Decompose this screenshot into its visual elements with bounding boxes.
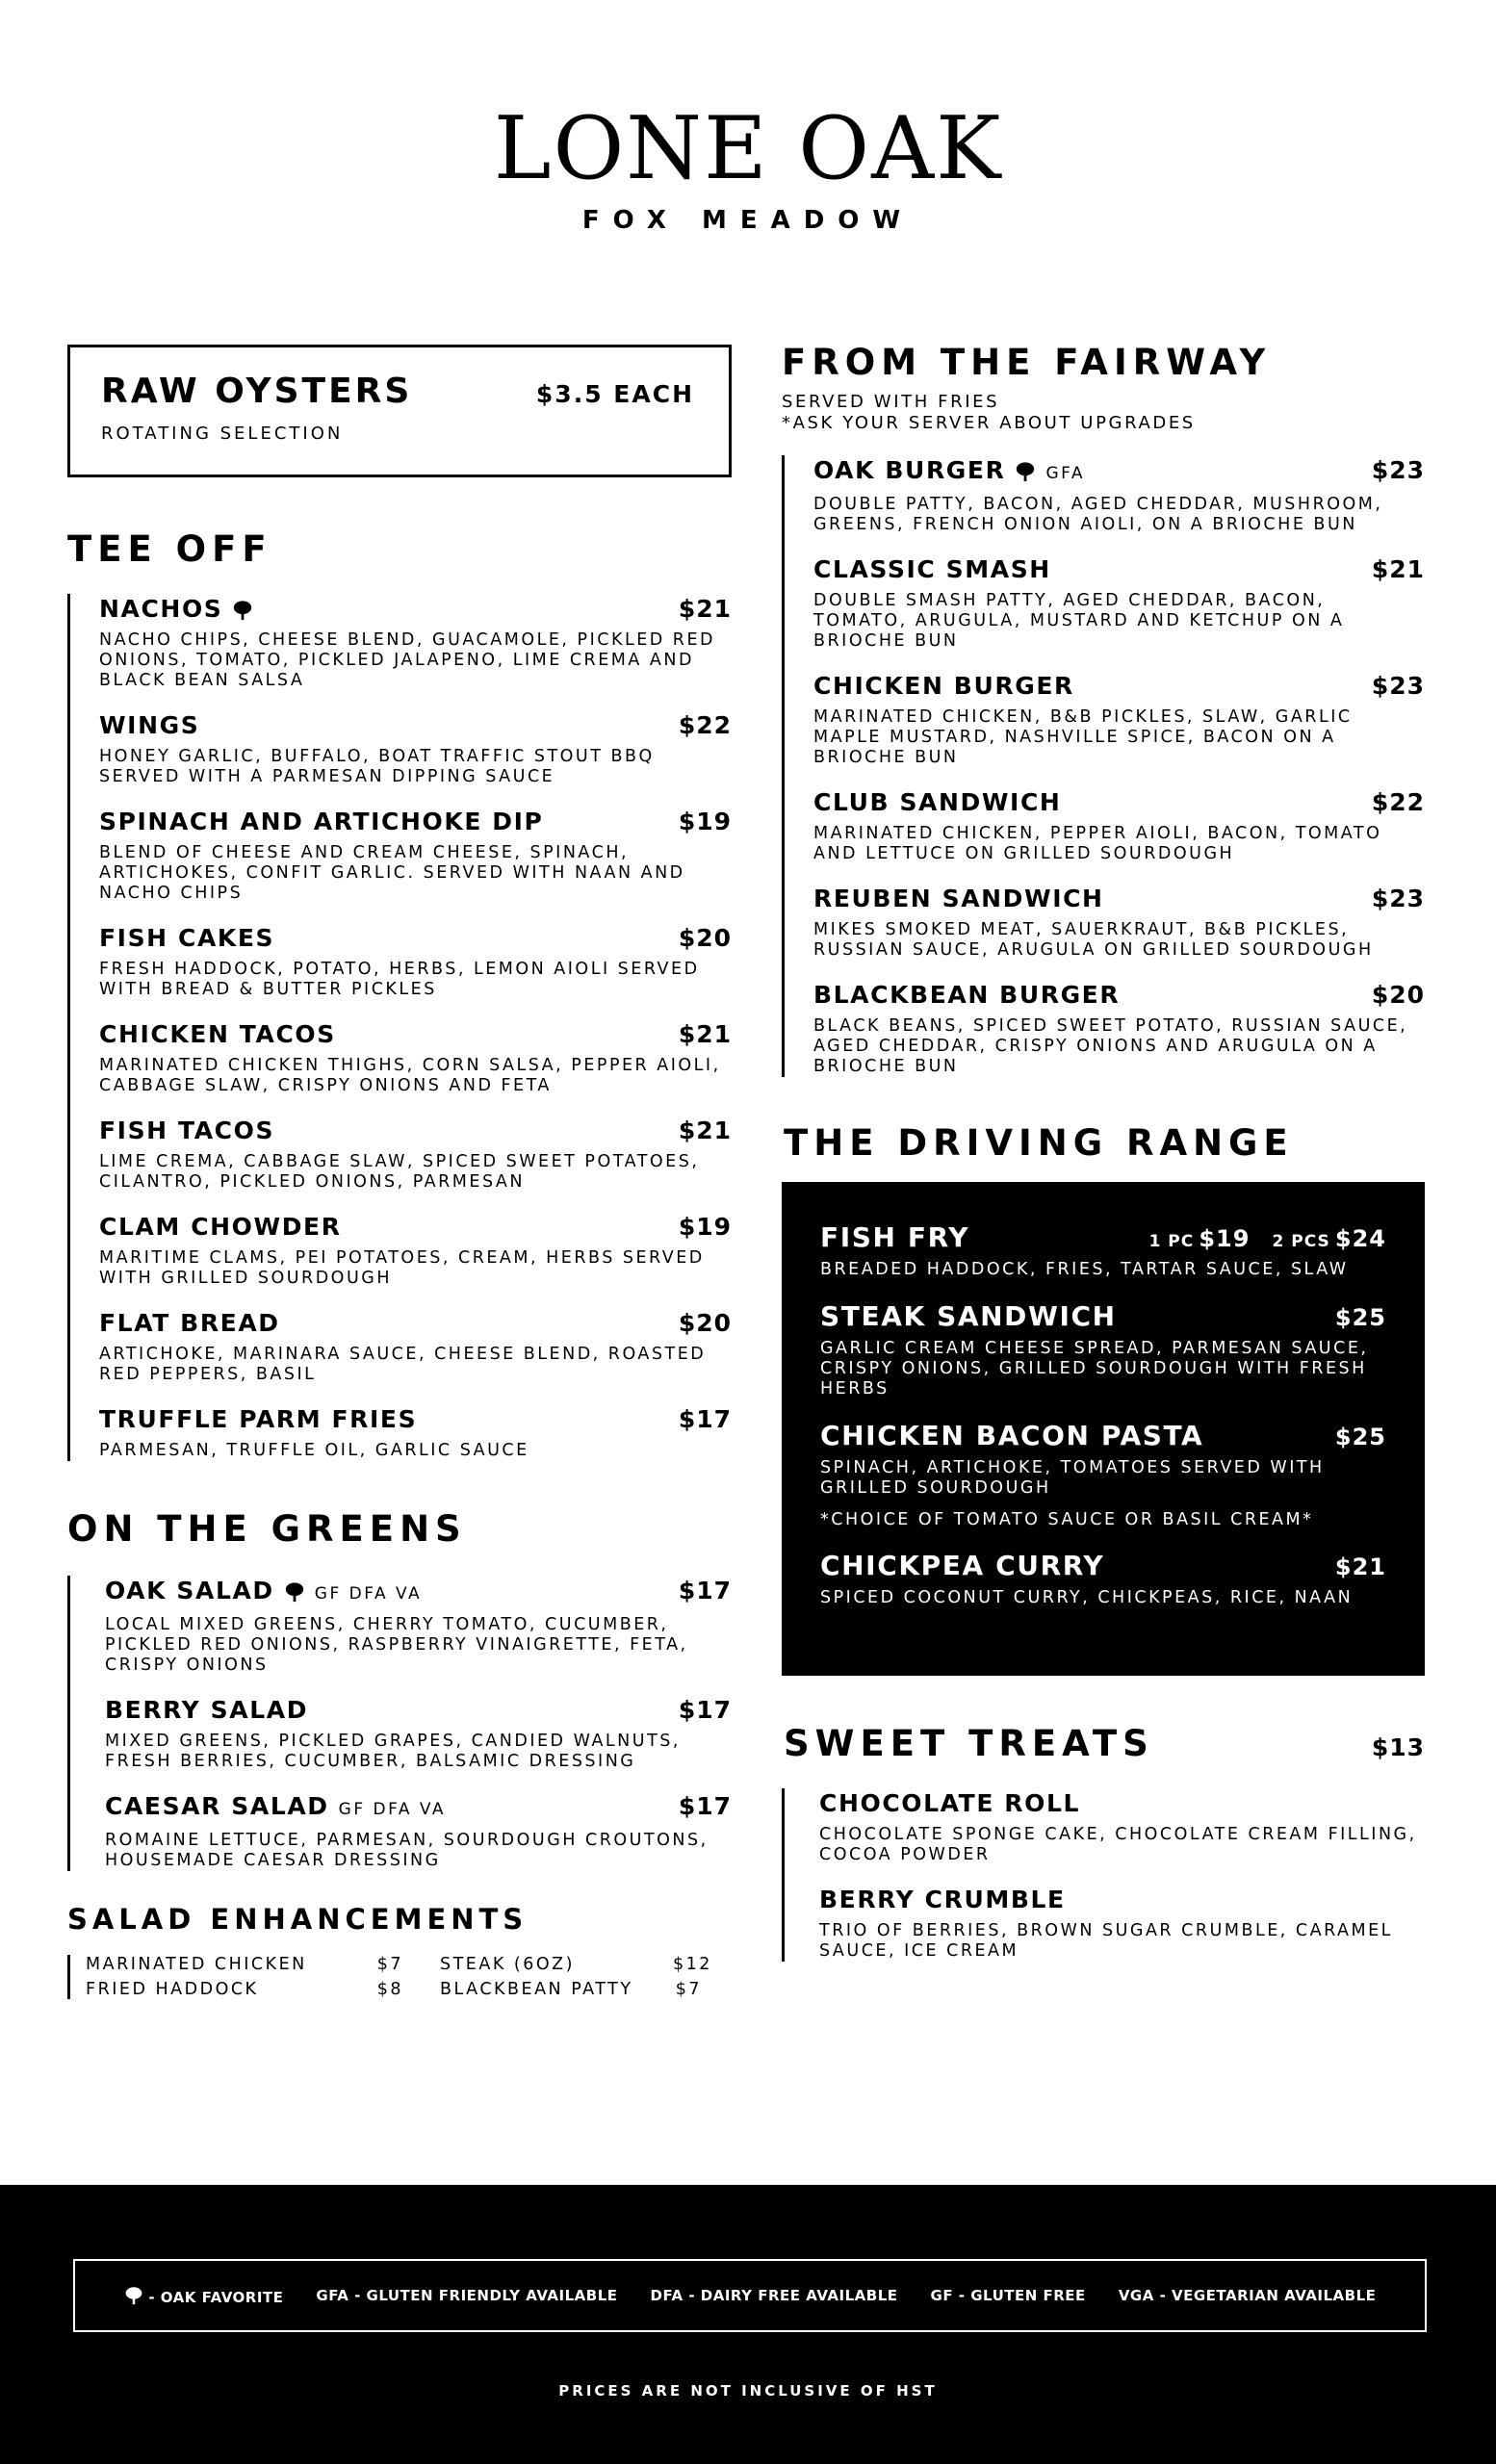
oysters-price: $3.5 EACH: [535, 380, 694, 408]
sweet-treats-price: $13: [1371, 1733, 1425, 1761]
item-name: CHICKEN BURGER: [813, 672, 1074, 700]
menu-item-spinach-dip: [99, 807, 732, 904]
item-desc: LIME CREMA, CABBAGE SLAW, SPICED SWEET POTATOES, CILANTRO, PICKLED ONIONS, PARMESAN: [99, 1152, 700, 1192]
item-desc: SPICED COCONUT CURRY, CHICKPEAS, RICE, NAAN: [820, 1588, 1354, 1607]
item-desc: ARTICHOKE, MARINARA SAUCE, CHEESE BLEND, ROASTED RED PEPPERS, BASIL: [99, 1345, 707, 1384]
item-name: OAK BURGER: [813, 456, 1006, 484]
item-desc: HONEY GARLIC, BUFFALO, BOAT TRAFFIC STOUT BBQ SERVED WITH A PARMESAN DIPPING SAUCE: [99, 747, 655, 786]
item-price: $21: [678, 1020, 732, 1048]
dietary-legend: [73, 2259, 1427, 2332]
oysters-name: RAW OYSTERS: [101, 372, 413, 411]
left-column: [67, 345, 732, 1999]
item-price: $19: [678, 1213, 732, 1241]
menu-item-chicken-burger: [813, 671, 1425, 768]
driving-range-box: [782, 1182, 1425, 1676]
enhancement-price: $7: [376, 1955, 403, 1974]
greens-section: [67, 1508, 732, 1871]
oak-tree-icon: [284, 1581, 305, 1603]
item-price: $20: [1371, 981, 1425, 1009]
menu-item-oak-burger: [813, 455, 1425, 535]
menu-item-berry-crumble: [819, 1885, 1425, 1962]
fish-fry-prices: [1149, 1223, 1386, 1254]
item-name: SPINACH AND ARTICHOKE DIP: [99, 808, 544, 835]
item-desc: GARLIC CREAM CHEESE SPREAD, PARMESAN SAUCE, CRISPY ONIONS, GRILLED SOURDOUGH WITH FRESH HERBS: [820, 1339, 1369, 1399]
one-piece-label: 1 PC: [1148, 1232, 1195, 1251]
item-price: $20: [678, 1309, 732, 1337]
item-desc: NACHO CHIPS, CHEESE BLEND, GUACAMOLE, PICKLED RED ONIONS, TOMATO, PICKLED JALAPENO, LIME CREMA AND BLACK BEAN SALSA: [99, 630, 715, 690]
item-price: $21: [1334, 1553, 1386, 1580]
item-price: $22: [678, 711, 732, 739]
driving-range-section: [782, 1122, 1425, 1676]
item-name: CHICKEN BACON PASTA: [820, 1420, 1204, 1451]
item-name: FISH FRY: [820, 1221, 970, 1253]
enhancement-price: $7: [675, 1980, 702, 1999]
hst-note: PRICES ARE NOT INCLUSIVE OF HST: [558, 2382, 938, 2400]
fairway-section: [782, 342, 1425, 1077]
item-price: $25: [1334, 1424, 1386, 1450]
item-name: NACHOS: [99, 595, 223, 623]
item-name: CLUB SANDWICH: [813, 788, 1062, 816]
dietary-tags: GF DFA VA: [314, 1584, 423, 1604]
menu-item-fish-tacos: [99, 1116, 732, 1193]
item-price: $17: [678, 1696, 732, 1724]
two-piece-label: 2 PCS: [1272, 1232, 1330, 1251]
item-desc: MARINATED CHICKEN THIGHS, CORN SALSA, PEPPER AIOLI, CABBAGE SLAW, CRISPY ONIONS AND FETA: [99, 1056, 721, 1095]
item-name: CAESAR SALAD: [105, 1792, 329, 1820]
menu-item-flat-bread: [99, 1308, 732, 1385]
enhancement-price: $12: [673, 1955, 712, 1974]
item-price: $19: [678, 808, 732, 835]
enhancement-price: $8: [376, 1980, 403, 1999]
menu-item-clam-chowder: [99, 1212, 732, 1289]
item-price: $17: [678, 1792, 732, 1820]
item-name: BERRY CRUMBLE: [819, 1886, 1066, 1913]
legend-gf: GF - GLUTEN FREE: [930, 2287, 1086, 2304]
tee-off-items: [67, 594, 732, 1461]
menu-item-fish-fry: [820, 1222, 1386, 1280]
enhancements-title: SALAD ENHANCEMENTS: [67, 1903, 529, 1936]
item-desc: CHOCOLATE SPONGE CAKE, CHOCOLATE CREAM FILLING, COCOA POWDER: [819, 1825, 1417, 1864]
menu-item-reuben-sandwich: [813, 884, 1425, 961]
oak-tree-icon: [124, 2286, 143, 2305]
item-price: $17: [678, 1405, 732, 1433]
legend-vga: VGA - VEGETARIAN AVAILABLE: [1118, 2287, 1377, 2304]
enhancements-section: [67, 1903, 732, 1999]
driving-range-title: THE DRIVING RANGE: [784, 1122, 1294, 1164]
oak-tree-icon: [1015, 461, 1036, 482]
item-name: WINGS: [99, 711, 200, 739]
restaurant-location: FOX MEADOW: [581, 206, 915, 235]
item-name: CLAM CHOWDER: [99, 1213, 342, 1241]
item-name: BLACKBEAN BURGER: [813, 981, 1121, 1009]
item-name: OAK SALAD: [105, 1577, 274, 1604]
item-price: $17: [678, 1577, 732, 1604]
item-desc: DOUBLE PATTY, BACON, AGED CHEDDAR, MUSHROOM, GREENS, FRENCH ONION AIOLI, ON A BRIOCHE BUN: [813, 495, 1383, 534]
item-price: $23: [1371, 885, 1425, 912]
item-desc: DOUBLE SMASH PATTY, AGED CHEDDAR, BACON, TOMATO, ARUGULA, MUSTARD AND KETCHUP ON A BRIOCHE BUN: [813, 591, 1345, 651]
legend-oak-favorite: [124, 2286, 284, 2306]
item-desc: MARINATED CHICKEN, PEPPER AIOLI, BACON, TOMATO AND LETTUCE ON GRILLED SOURDOUGH: [813, 824, 1382, 863]
item-name: FLAT BREAD: [99, 1309, 280, 1337]
item-price: $20: [678, 924, 732, 952]
menu-item-club-sandwich: [813, 787, 1425, 864]
menu-item-wings: [99, 710, 732, 787]
item-name: CHICKPEA CURRY: [820, 1550, 1105, 1581]
item-name: CLASSIC SMASH: [813, 555, 1051, 583]
item-name: BERRY SALAD: [105, 1696, 309, 1724]
item-name: FISH CAKES: [99, 924, 275, 952]
fairway-note-fries: SERVED WITH FRIES: [782, 392, 1000, 412]
item-desc: PARMESAN, TRUFFLE OIL, GARLIC SAUCE: [99, 1441, 529, 1460]
restaurant-header: [0, 98, 1496, 235]
legend-gfa: GFA - GLUTEN FRIENDLY AVAILABLE: [316, 2287, 618, 2304]
item-price: $22: [1371, 788, 1425, 816]
dietary-tags: GFA: [1045, 464, 1085, 483]
item-name: REUBEN SANDWICH: [813, 885, 1104, 912]
item-desc: TRIO OF BERRIES, BROWN SUGAR CRUMBLE, CARAMEL SAUCE, ICE CREAM: [819, 1921, 1393, 1961]
menu-item-blackbean-burger: [813, 980, 1425, 1077]
enhancement-name: MARINATED CHICKEN: [86, 1955, 307, 1974]
item-desc: FRESH HADDOCK, POTATO, HERBS, LEMON AIOLI SERVED WITH BREAD & BUTTER PICKLES: [99, 960, 700, 999]
one-piece-price: $19: [1199, 1225, 1251, 1252]
menu-item-berry-salad: [105, 1695, 732, 1772]
legend-oak-text: - OAK FAVORITE: [148, 2288, 284, 2306]
menu-item-fish-cakes: [99, 923, 732, 1000]
item-price: $21: [678, 595, 732, 623]
item-desc: MIKES SMOKED MEAT, SAUERKRAUT, B&B PICKLES, RUSSIAN SAUCE, ARUGULA ON GRILLED SOURDOUGH: [813, 920, 1374, 960]
raw-oysters-box: [67, 345, 732, 477]
item-desc: BLEND OF CHEESE AND CREAM CHEESE, SPINACH, ARTICHOKES, CONFIT GARLIC. SERVED WITH NAAN AND NACHO CHIPS: [99, 843, 685, 903]
menu-item-oak-salad: [105, 1576, 732, 1676]
menu-item-chickpea-curry: [820, 1551, 1386, 1608]
greens-title: ON THE GREENS: [67, 1508, 467, 1550]
menu-item-chicken-tacos: [99, 1019, 732, 1096]
item-desc: MARINATED CHICKEN, B&B PICKLES, SLAW, GARLIC MAPLE MUSTARD, NASHVILLE SPICE, BACON ON A BRIOCHE BUN: [813, 707, 1353, 767]
item-name: FISH TACOS: [99, 1116, 275, 1144]
dietary-tags: GF DFA VA: [338, 1800, 447, 1819]
menu-item-truffle-fries: [99, 1404, 732, 1461]
item-desc: MIXED GREENS, PICKLED GRAPES, CANDIED WALNUTS, FRESH BERRIES, CUCUMBER, BALSAMIC DRESSING: [105, 1732, 681, 1771]
menu-item-chicken-bacon-pasta: [820, 1421, 1386, 1529]
item-price: $21: [1371, 555, 1425, 583]
sweet-treats-items: [782, 1788, 1425, 1962]
right-column: [782, 342, 1425, 1962]
item-name: CHOCOLATE ROLL: [819, 1789, 1081, 1817]
item-desc: MARITIME CLAMS, PEI POTATOES, CREAM, HERBS SERVED WITH GRILLED SOURDOUGH: [99, 1248, 705, 1288]
enhancement-name: FRIED HADDOCK: [86, 1980, 259, 1999]
item-price: $23: [1371, 672, 1425, 700]
oysters-desc: ROTATING SELECTION: [101, 424, 344, 444]
oak-tree-icon: [232, 600, 253, 621]
item-price: $21: [678, 1116, 732, 1144]
enhancements-list: [67, 1955, 732, 1999]
greens-items: [67, 1576, 732, 1871]
item-price: $25: [1334, 1304, 1386, 1331]
menu-item-nachos: [99, 594, 732, 691]
footer: [0, 2185, 1496, 2464]
restaurant-logo: LONE OAK: [493, 98, 1003, 199]
enhancement-name: STEAK (6OZ): [440, 1955, 575, 1974]
legend-dfa: DFA - DAIRY FREE AVAILABLE: [650, 2287, 898, 2304]
item-name: STEAK SANDWICH: [820, 1300, 1117, 1332]
fairway-title: FROM THE FAIRWAY: [782, 342, 1272, 383]
fairway-note-upgrades: *ASK YOUR SERVER ABOUT UPGRADES: [782, 413, 1196, 433]
menu-item-chocolate-roll: [819, 1788, 1425, 1865]
item-name: TRUFFLE PARM FRIES: [99, 1405, 418, 1433]
tee-off-title: TEE OFF: [67, 528, 272, 570]
item-name: CHICKEN TACOS: [99, 1020, 336, 1048]
item-desc: SPINACH, ARTICHOKE, TOMATOES SERVED WITH GRILLED SOURDOUGH: [820, 1458, 1325, 1498]
fairway-items: [782, 455, 1425, 1077]
menu-item-steak-sandwich: [820, 1301, 1386, 1399]
sweet-treats-section: [782, 1723, 1425, 1962]
item-desc: ROMAINE LETTUCE, PARMESAN, SOURDOUGH CROUTONS, HOUSEMADE CAESAR DRESSING: [105, 1831, 709, 1870]
item-desc: LOCAL MIXED GREENS, CHERRY TOMATO, CUCUMBER, PICKLED RED ONIONS, RASPBERRY VINAIGRETTE, FETA, CRISPY ONIONS: [105, 1615, 688, 1675]
menu-item-caesar-salad: [105, 1791, 732, 1871]
sauce-choice-note: *CHOICE OF TOMATO SAUCE OR BASIL CREAM*: [820, 1510, 1314, 1529]
fairway-note: [782, 392, 1425, 434]
item-price: $23: [1371, 456, 1425, 484]
item-desc: BREADED HADDOCK, FRIES, TARTAR SAUCE, SLAW: [820, 1260, 1349, 1279]
sweet-treats-title: SWEET TREATS: [784, 1723, 1154, 1764]
two-piece-price: $24: [1334, 1225, 1386, 1252]
menu-item-classic-smash: [813, 554, 1425, 652]
item-desc: BLACK BEANS, SPICED SWEET POTATO, RUSSIAN SAUCE, AGED CHEDDAR, CRISPY ONIONS AND ARUGULA ON A BRIOCHE BUN: [813, 1016, 1408, 1076]
enhancement-name: BLACKBEAN PATTY: [440, 1980, 633, 1999]
tee-off-section: [67, 528, 732, 1461]
